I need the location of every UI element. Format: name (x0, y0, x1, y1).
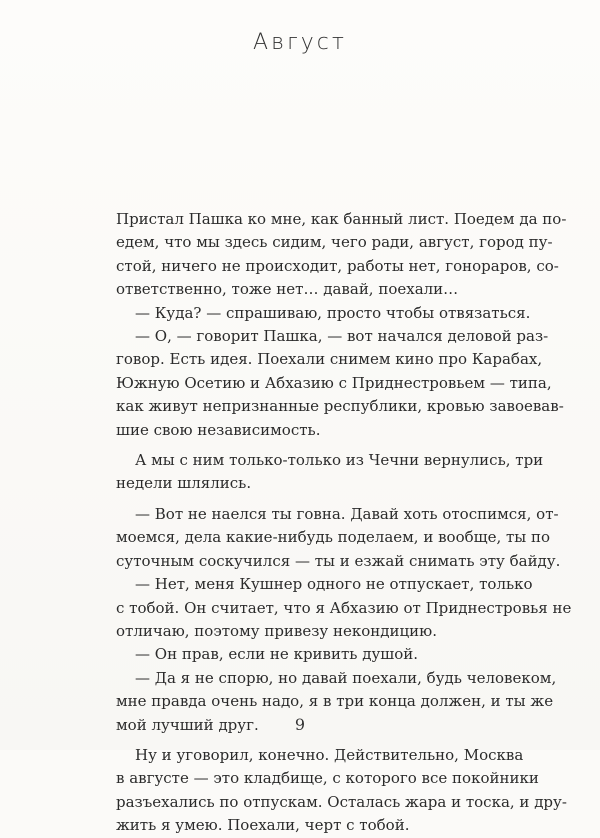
paragraph (116, 744, 567, 838)
text-line: мой лучший друг. (116, 715, 259, 734)
text-line: с тобой. Он считает, что я Абхазию от Приднестровья не (116, 598, 572, 617)
text-line: говор. Есть идея. Поехали снимем кино про Карабах, (116, 350, 543, 369)
paragraph (116, 643, 473, 666)
text-line: как живут непризнанные республики, кровью завоевав- (116, 397, 564, 416)
text-line: — Куда? — спрашиваю, просто чтобы отвязаться. (135, 303, 531, 322)
text-line: мне правда очень надо, я в три конца должен, и ты же (116, 692, 554, 711)
text-line: — Да я не спорю, но давай поехали, будь человеком, (135, 668, 557, 687)
text-line: разъехались по отпускам. Осталась жара и тоска, и дру- (116, 792, 567, 811)
text-line: — Он прав, если не кривить душой. (135, 645, 419, 664)
chapter-title: Август (253, 30, 347, 55)
text-line: суточным соскучился — ты и езжай снимать эту байду. (116, 551, 561, 570)
text-line: едем, что мы здесь сидим, чего ради, август, город пу- (116, 233, 553, 252)
paragraph (116, 503, 561, 573)
paragraph-gap (116, 442, 473, 449)
text-line: А мы с ним только-только из Чечни вернулись, три (135, 451, 544, 470)
text-line: Южную Осетию и Абхазию с Приднестровьем — типа, (116, 373, 552, 392)
paragraph (116, 302, 531, 325)
text-line: в августе — это кладбище, с которого все покойники (116, 769, 539, 788)
text-line: — Вот не наелся ты говна. Давай хоть отоспимся, от- (135, 504, 559, 523)
text-line: отличаю, поэтому привезу некондицию. (116, 621, 438, 640)
page-number: 9 (294, 715, 306, 734)
text-line: шие свою независимость. (116, 420, 321, 439)
text-line: недели шлялись. (116, 474, 252, 493)
text-line: — О, — говорит Пашка, — вот начался деловой раз- (135, 327, 549, 346)
text-line: жить я умею. Поехали, черт с тобой. (116, 816, 410, 835)
paragraph-gap (116, 737, 473, 744)
text-line: — Нет, меня Кушнер одного не отпускает, только (135, 575, 533, 594)
paragraph (116, 208, 567, 302)
paragraph-gap (116, 496, 473, 503)
paragraph (116, 573, 572, 643)
text-line: Пристал Пашка ко мне, как банный лист. Поедем да по- (116, 210, 567, 228)
text-line: ответственно, тоже нет… давай, поехали… (116, 280, 459, 299)
text-line: моемся, дела какие-нибудь поделаем, и вообще, ты по (116, 528, 551, 547)
body-text (116, 208, 572, 838)
paragraph (116, 325, 564, 442)
text-line: стой, ничего не происходит, работы нет, гонораров, со- (116, 256, 559, 275)
text-line: Ну и уговорил, конечно. Действительно, Москва (135, 745, 524, 764)
paragraph (116, 449, 544, 496)
